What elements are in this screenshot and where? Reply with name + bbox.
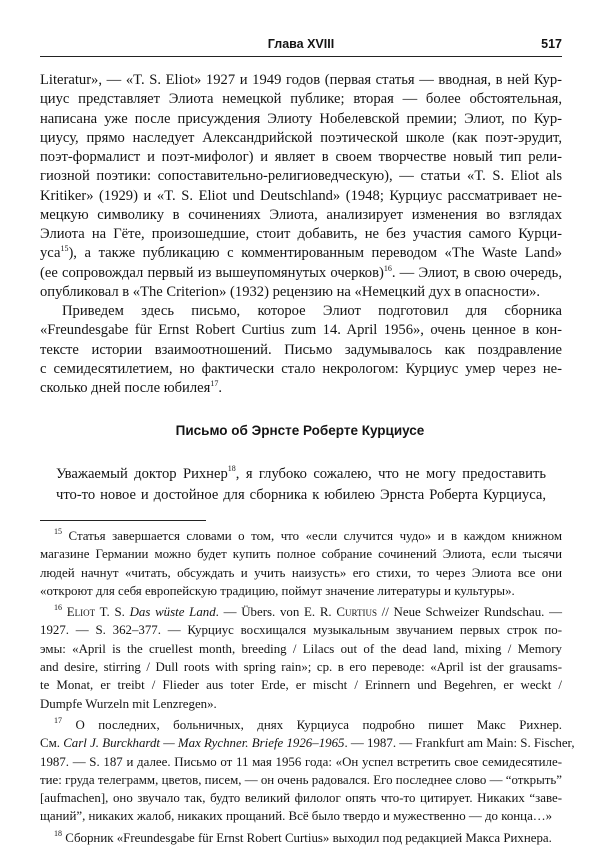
text-line [40,753,562,771]
text-segment: что-то новое и достойное для сборника к юбилею Эрнста Роберта Курциуса, [56,486,546,503]
paragraph [40,302,562,398]
text-segment: Уважаемый доктор Рихнер [56,466,228,482]
text-segment: «Freundesgabe für Ernst Robert Curtius zum 14. April 1956», очень ценное в кон- [40,322,562,339]
text-segment: Carl J. Burckhardt — Max Rychner. Briefe 1926–1965 [63,736,345,751]
text-segment: гиозной поэтики: сопоставительно-религиоведческую), — статьи «T. S. Eliot als [40,168,562,185]
text-segment: (ее сопровождал первый из вышеупомянутых очерков) [40,264,384,281]
text-line [40,187,562,206]
text-segment: тексте истории взаимоотношений. Письмо задумывалось как поздравление [40,341,562,358]
text-line [40,206,562,225]
text-segment: and desire, stirring / Dull roots with spring rain»; ср. в его переводе: «April ist der grausams- [40,660,562,675]
text-segment: циус представляет Элиота немецкой публике; вторая — более обстоятельная, [40,91,562,108]
text-segment: . — Элиот, в свою очередь, [391,264,562,281]
text-segment: . — Übers. von E. R. [215,605,337,620]
text-segment: с семидесятилетием, но фактически стало некрологом: Курциус умер через не- [40,360,562,377]
text-line [40,621,562,639]
footnote-marker: 16 [54,603,62,613]
text-segment: Das wüste Land [129,605,216,620]
text-segment: мецкую символику в сочинениях Элиота, анализирует изменения во взглядах [40,206,562,223]
text-line [40,582,562,600]
text-line [40,110,562,129]
text-segment: Curtius [336,605,377,620]
text-segment: T. S. [95,605,130,620]
text-segment: людей начнут «читать, обсуждать и учить наизусть» его стихи, то через Элиота все они [40,565,562,580]
text-line [40,676,562,694]
text-segment: опубликовал в «The Criterion» (1932) рецензию на «Немецкий дух в опасности». [40,283,541,300]
running-header [40,34,562,57]
text-segment: , я глубоко сожалею, что не могу предоставить [235,466,546,482]
text-line [56,464,546,485]
text-line [40,129,562,148]
text-segment: уса [40,245,61,262]
text-line [40,545,562,563]
text-segment: Dumpfe Wurzeln mit Lenzregen». [40,696,217,711]
text-line [40,807,562,825]
footnote-divider [40,520,206,521]
text-segment: Eliot [66,605,96,620]
text-line [40,771,562,789]
text-line [40,244,562,263]
text-line [40,789,562,807]
text-line [40,379,562,398]
text-segment: поэт-формалист и поэт-мифолог) и являет в своем творчестве новый тип рели- [40,149,562,165]
footnote [40,715,575,826]
text-segment: Статья завершается словами о том, что «если случится чудо» и в каждом книжном [62,529,562,543]
letter-text [56,464,546,505]
text-line [40,734,575,752]
footnote-marker: 18 [54,828,62,838]
footnote-marker: 15 [60,244,69,254]
text-segment: написана уже после присуждения Элиоту Нобелевской премии; Элиот, по Кур- [40,110,562,127]
text-segment: тие: груда телеграмм, цветов, писем, — он очень радовался. Его последнее слово — “открыть” [40,772,562,787]
text-line [40,264,562,283]
text-line [40,341,562,360]
text-line [40,302,562,321]
text-segment: Kritiker» (1929) и «T. S. Eliot und Deutschland» (1948; Курциус рассматривает не- [40,187,562,204]
text-line [40,360,562,379]
text-segment: 1987. — S. 187 и далее. Письмо от 11 мая 1956 года: «Он успел встретить свое семидесятиле- [40,754,562,769]
text-segment: циусу, прямо наследует Александрийской поэтической школе (как поэт-эрудит, [40,129,562,146]
text-segment: «откроют для себя европейскую традицию, поймут значение литературы и культуры». [40,583,515,598]
text-segment: Приведем здесь письмо, которое Элиот подготовил для сборника [62,303,562,319]
text-segment: te Monat, er treibt / Flieder aus toter Erde, er mischt / Erinnern und Begehren, er weckt / [40,678,562,693]
text-line [40,603,562,621]
footnote [40,603,562,713]
text-segment: . [218,380,222,396]
text-segment: Элиота на Гёте, произошедшие, стоит добавить, не без участия самого Курци- [40,226,562,242]
text-line [40,90,562,109]
text-segment: щаний”, никаких жалоб, никаких прощаний. Всё было твердо и мужественно — до конца…» [40,809,553,824]
section-heading: Письмо об Эрнсте Роберте Курциусе [175,423,425,438]
footnote [40,829,562,847]
text-segment: магазине Германии можно будет купить полное собрание сочинений Элиота, если тысячи [40,547,562,562]
text-line [40,321,562,340]
text-line [40,658,562,676]
text-segment: Literatur», — «T. S. Eliot» 1927 и 1949 годов (первая статья — вводная, в ней Кур- [40,72,562,88]
text-line [40,564,562,582]
text-segment: См. [40,736,64,751]
text-line [40,148,562,167]
footnote-marker: 16 [383,263,392,273]
page-number: 517 [541,37,562,51]
text-line [40,225,562,244]
text-segment: ), а также публикацию с комментированным переводом «The Waste Land» [68,245,562,262]
text-segment: Сборник «Freundesgabe für Ernst Robert Curtius» выходил под редакцией Макса Рихнера. [62,830,552,845]
text-line [56,485,546,506]
text-segment: . — 1987. — Frankfurt am Main: S. Fischer, [344,736,575,751]
text-segment: О последних, больничных, днях Курциуса подробно пишет Макс Рихнер. [62,717,562,732]
footnote-marker: 17 [54,715,62,725]
footnote-marker: 17 [210,379,219,388]
text-line [40,695,562,713]
text-segment: эмы: «April is the cruellest month, breeding / Lilacs out of the dead land, mixing / Memory [40,641,562,656]
text-line [40,829,562,847]
text-line [40,283,562,302]
text-line [40,71,562,90]
main-text [40,71,562,398]
text-segment: [aufmachen], оно звучало так, будто великий филолог опять что-то цитирует. Никаких “заве- [40,791,562,806]
footnotes [40,527,575,850]
footnote-marker: 15 [54,527,62,536]
text-line [40,716,562,734]
paragraph [40,71,562,302]
text-line [40,167,562,186]
text-segment: // Neue Schweizer Rundschau. — [376,605,563,620]
text-line [40,640,562,658]
text-line [40,527,562,545]
text-segment: 1927. — S. 362–377. — Курциус восхищался музыкальным звучанием первых строк по- [40,623,562,638]
chapter-title: Глава XVIII [267,37,335,51]
footnote-marker: 18 [227,464,236,473]
text-segment: сколько дней после юбилея [40,380,211,396]
footnote [40,527,562,600]
